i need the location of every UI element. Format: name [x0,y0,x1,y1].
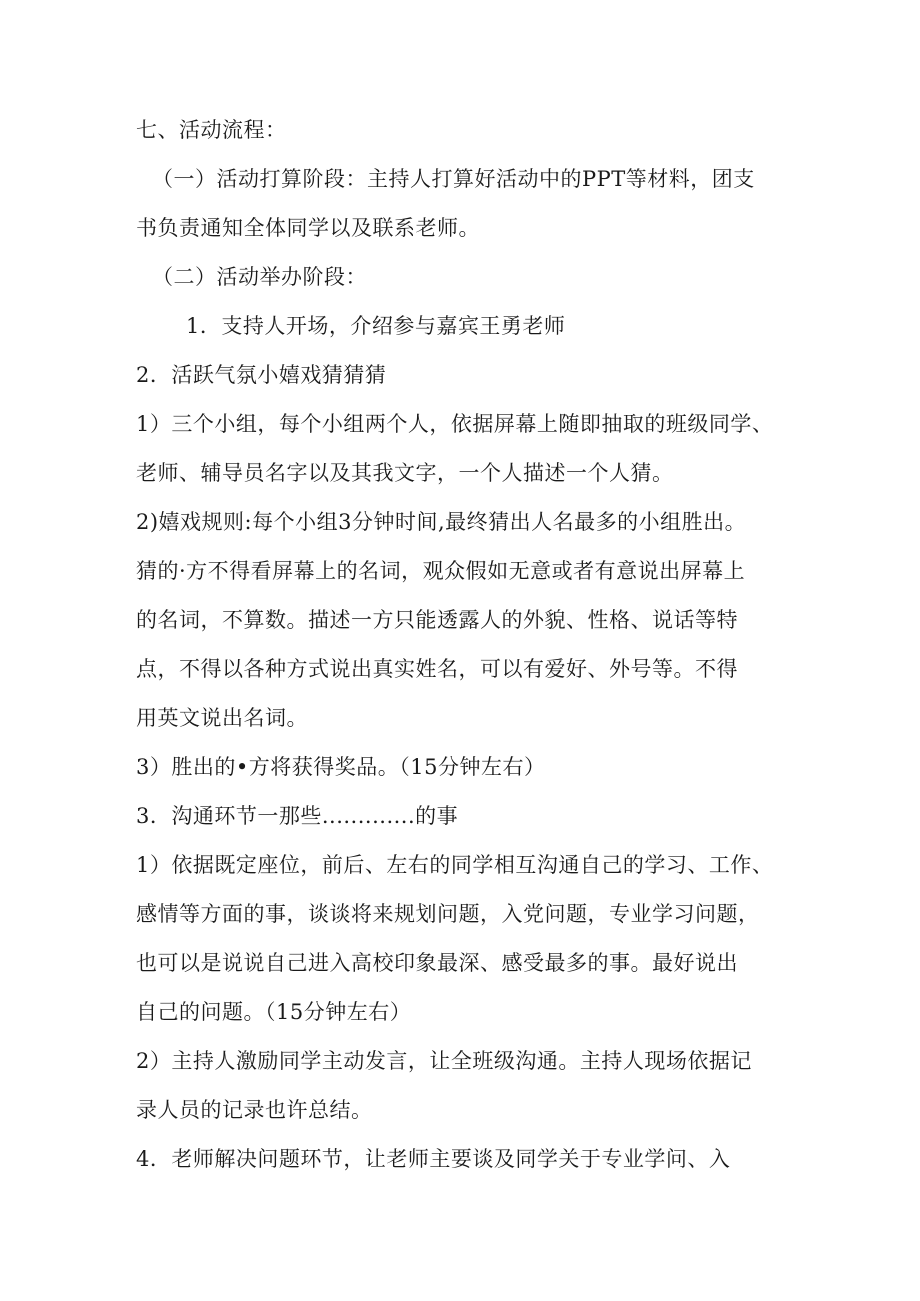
paragraph-line: （二）活动举办阶段： [152,265,367,289]
paragraph-line: 1）三个小组，每个小组两个人，依据屏幕上随即抽取的班级同学、 [136,412,774,436]
section-heading: 七、活动流程： [136,118,287,142]
paragraph-line: 猜的·方不得看屏幕上的名词，观众假如无意或者有意说出屏幕上 [136,559,746,583]
paragraph-line: 自己的问题。（15分钟左右） [136,1000,412,1024]
paragraph-line: 也可以是说说自己进入高校印象最深、感受最多的事。最好说出 [136,951,738,975]
paragraph-line: 老师、辅导员名字以及其我文字，一个人描述一个人猜。 [136,461,674,485]
paragraph-line: 点，不得以各种方式说出真实姓名，可以有爱好、外号等。不得 [136,657,738,681]
paragraph-line: 书负责通知全体同学以及联系老师。 [136,216,480,240]
paragraph-line: 2)嬉戏规则:每个小组3分钟时间,最终猜出人名最多的小组胜出。 [136,510,747,534]
paragraph-line: 1．支持人开场，介绍参与嘉宾王勇老师 [186,314,566,338]
paragraph-line: 1）依据既定座位，前后、左右的同学相互沟通自己的学习、工作、 [136,853,774,877]
paragraph-line: 用英文说出名词。 [136,706,308,730]
paragraph-line: 的名词，不算数。描述一方只能透露人的外貌、性格、说话等特 [136,608,738,632]
paragraph-line: 2）主持人激励同学主动发言，让全班级沟通。主持人现场依据记 [136,1049,752,1073]
paragraph-line: 感情等方面的事，谈谈将来规划问题，入党问题，专业学习问题， [136,902,760,926]
paragraph-line: 4．老师解决问题环节，让老师主要谈及同学关于专业学问、入 [136,1147,731,1171]
paragraph-line: 3．沟通环节一那些.............的事 [136,804,459,828]
paragraph-line: 2．活跃气氛小嬉戏猜猜猜 [136,363,387,387]
paragraph-line: 3）胜出的•方将获得奖品。（15分钟左右） [136,755,546,779]
paragraph-line: （一）活动打算阶段：主持人打算好活动中的PPT等材料，团支 [152,167,755,191]
paragraph-line: 录人员的记录也许总结。 [136,1098,373,1122]
